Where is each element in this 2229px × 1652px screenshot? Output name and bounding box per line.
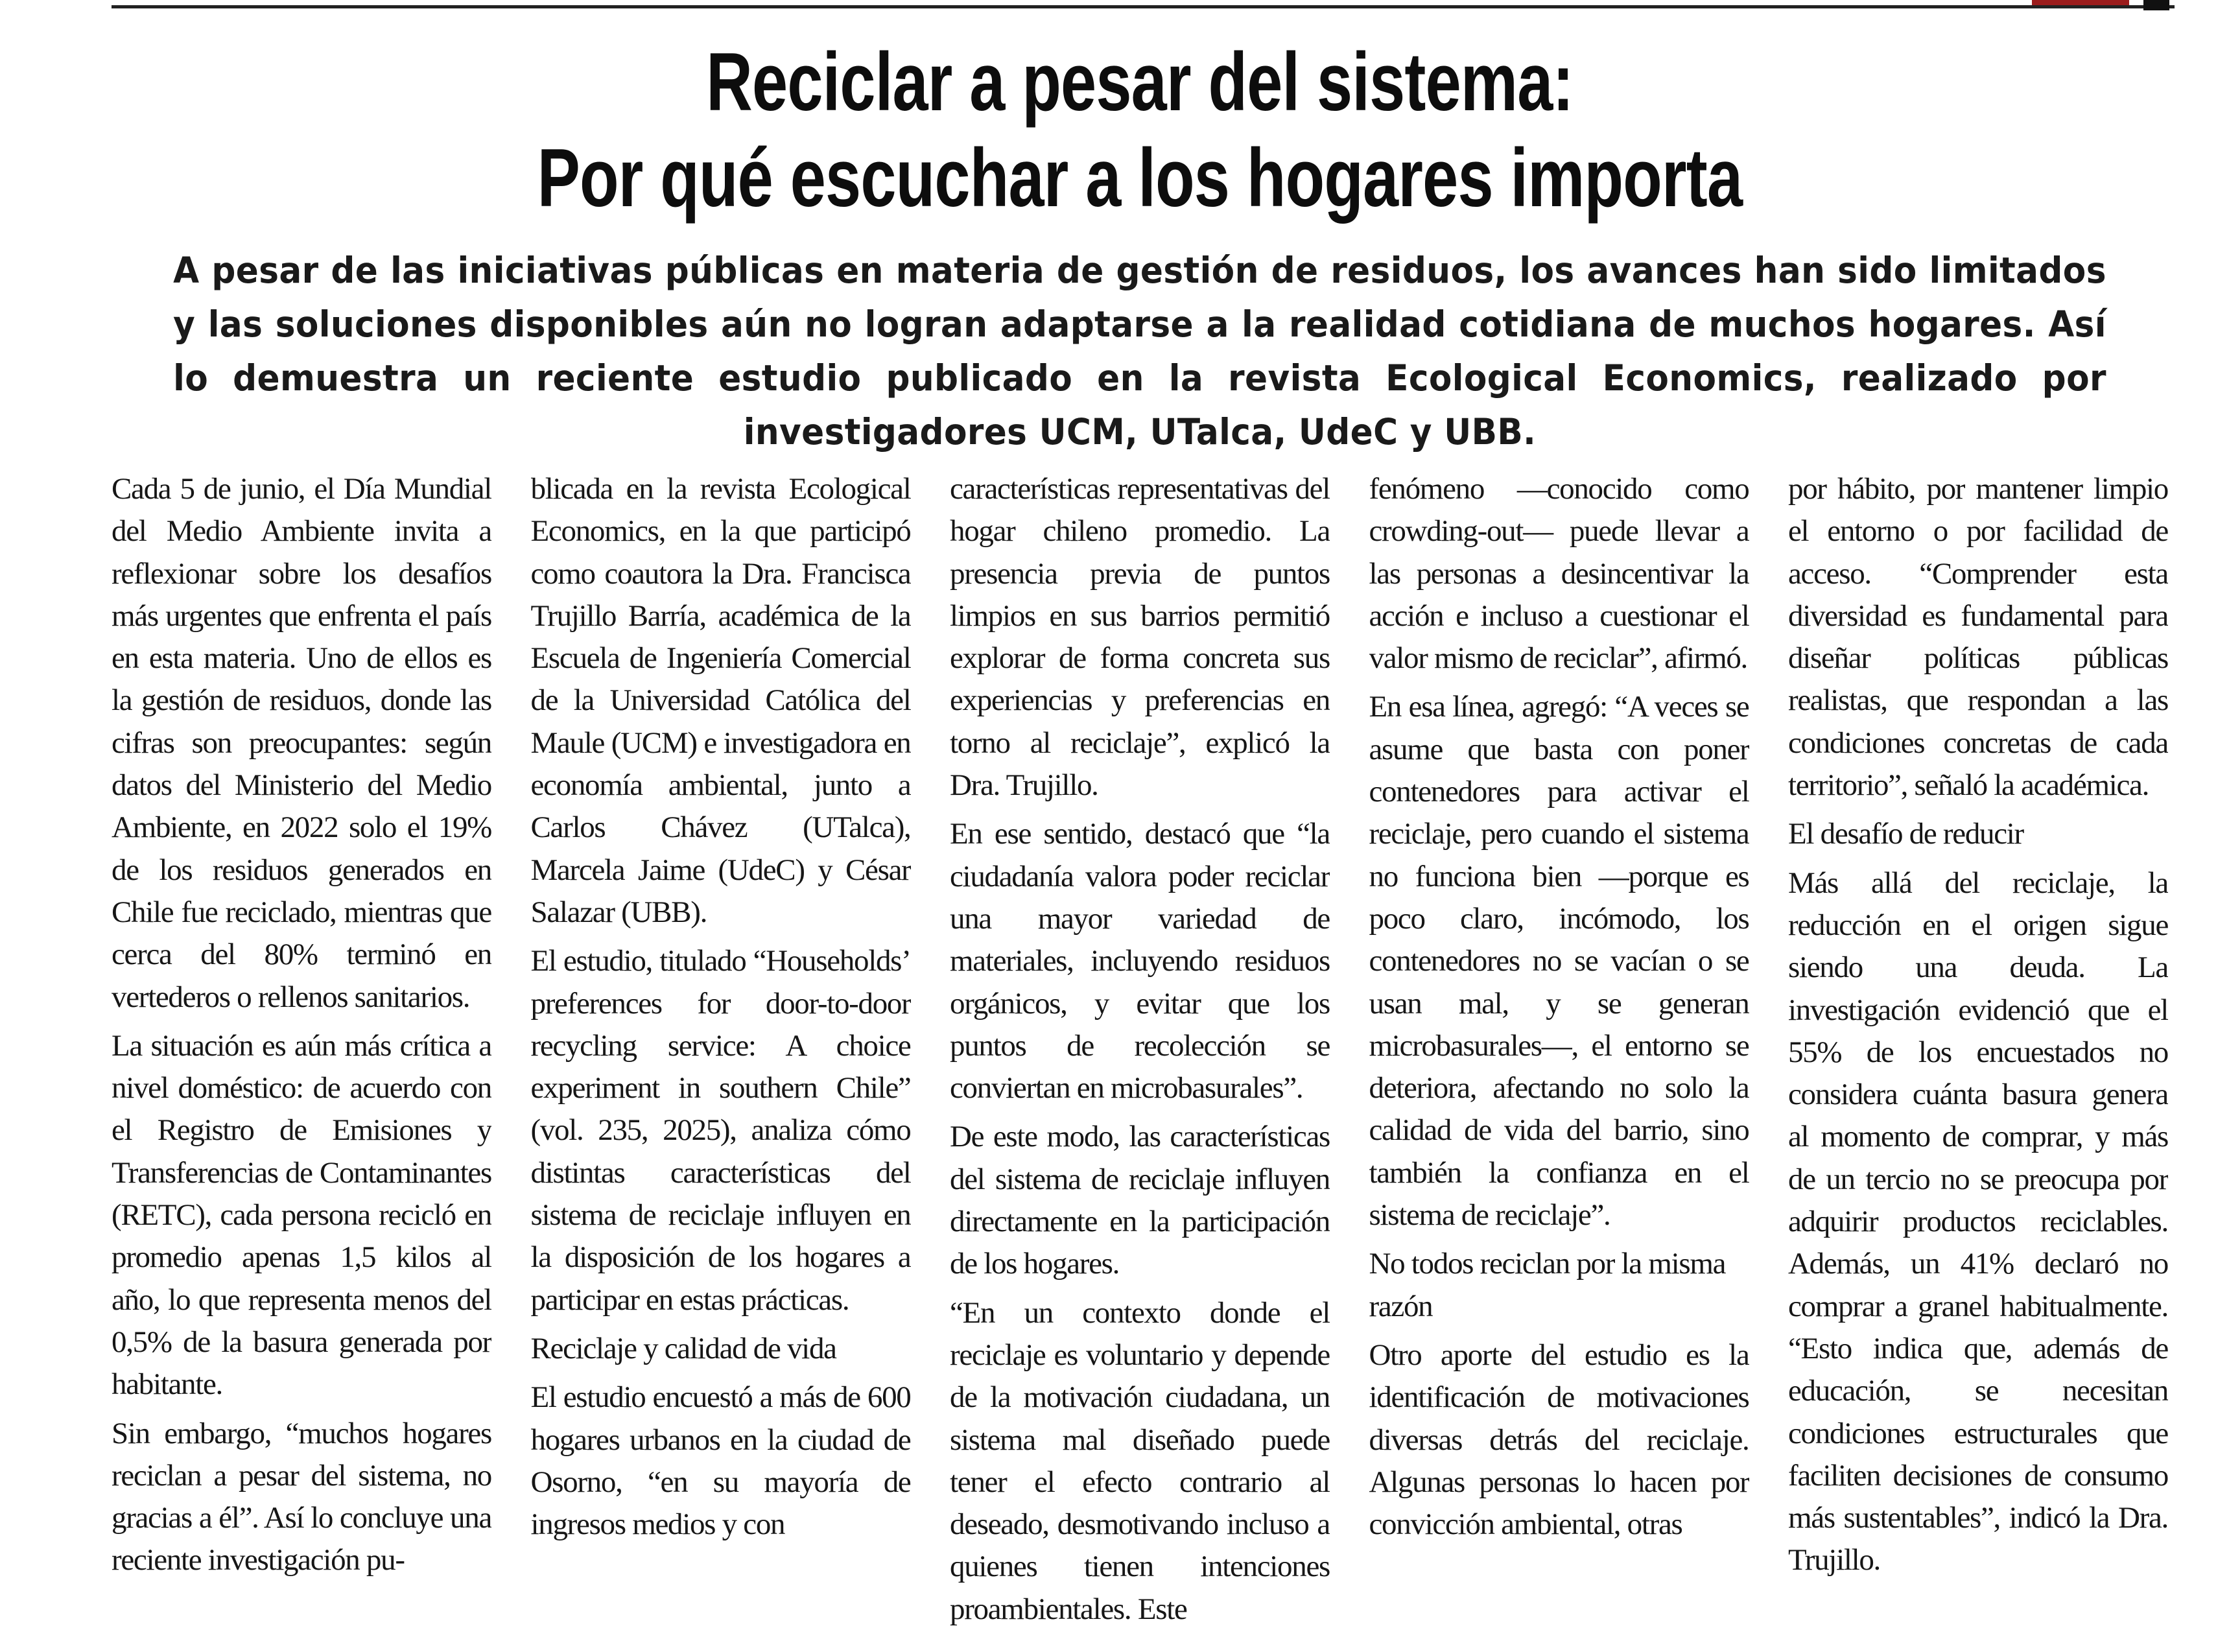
headline [338,34,1942,226]
article-column-3 [950,468,1330,1642]
paragraph: En ese sentido, destacó que “la ciudadanía valora poder reciclar una mayor variedad de materiales, incluyendo residuos orgánicos, y evitar que los puntos de recolección se conviertan en microbasurales”. [950,817,1330,1105]
paragraph: por hábito, por mantener limpio el entorno o por facilidad de acceso. “Comprender esta diversidad es fundamental para diseñar políticas públicas realistas, que respondan a las condiciones concretas de cada territorio”, señaló la académica. [1788,472,2168,803]
subheading: Reciclaje y calidad de vida [530,1331,836,1365]
paragraph: características representativas del hogar chileno promedio. La presencia previa de puntos limpios en sus barrios permitió explorar de forma concreta sus experiencias y preferencias en torno al reciclaje”, explicó la Dra. Trujillo. [950,472,1330,803]
article-column-4 [1369,468,1749,1642]
paragraph: De este modo, las características del sistema de reciclaje influyen directamente en la participación de los hogares. [950,1120,1330,1281]
paragraph: Otro aporte del estudio es la identificación de motivaciones diversas detrás del reciclaje. Algunas personas lo hacen por convicción ambiental, otras [1369,1338,1749,1542]
paragraph: El estudio, titulado “Households’ preferences for door-to-door recycling service: A choice experiment in southern Chile” (vol. 235, 2025), analiza cómo distintas características del sistema de reciclaje influyen en la disposición de los hogares a participar en estas prácticas. [530,944,911,1317]
paragraph: Sin embargo, “muchos hogares reciclan a pesar del sistema, no gracias a él”. Así lo concluye una reciente investigación pu- [112,1416,491,1577]
article-column-5 [1788,468,2168,1642]
subheading: No todos reciclan por la misma razón [1369,1247,1726,1323]
article-column-2 [531,468,911,1642]
article-column-1 [112,468,491,1642]
paragraph: “En un contexto donde el reciclaje es voluntario y depende de la motivación ciudadana, un sistema mal diseñado puede tener el efecto contrario al deseado, desmotivando incluso a quienes tienen intenciones proambientales. Este [950,1295,1330,1626]
paragraph: Más allá del reciclaje, la reducción en el origen sigue siendo una deuda. La investigación evidenció que el 55% de los encuestados no considera cuánta basura genera al momento de comprar, y más de un tercio no se preocupa por adquirir productos reciclables. Además, un 41% declaró no comprar a granel habitualmente. “Esto indica que, además de educación, se necesitan condiciones estructurales que faciliten decisiones de consumo más sustentables”, indicó la Dra. Trujillo. [1788,866,2168,1577]
subheading: El desafío de reducir [1788,817,2023,851]
lede: A pesar de las iniciativas públicas en materia de gestión de residuos, los avances han sido limitados y las soluciones disponibles aún no logran adaptarse a la realidad cotidiana de muchos hogares. Así lo demuestra un reciente estudio publicado en la revista Ecological Economics, realizado por investigadores UCM, UTalca, UdeC y UBB. [173,250,2106,453]
paragraph: fenómeno —conocido como crowding-out— puede llevar a las personas a desincentivar la acción e incluso a cuestionar el valor mismo de reciclar”, afirmó. [1369,472,1749,676]
paragraph: En esa línea, agregó: “A veces se asume que basta con poner contenedores para activar el reciclaje, pero cuando el sistema no funciona bien —porque es poco claro, incómodo, los contenedores no se vacían o se usan mal, y se generan microbasurales—, el entorno se deteriora, afectando no solo la calidad de vida del barrio, sino también la confianza en el sistema de reciclaje”. [1369,690,1749,1233]
top-rule [112,5,2175,8]
paragraph: blicada en la revista Ecological Economics, en la que participó como coautora la Dra. Francisca Trujillo Barría, académica de la Escuela de Ingeniería Comercial de la Universidad Católica del Maule (UCM) e investigadora en economía ambiental, junto a Carlos Chávez (UTalca), Marcela Jaime (UdeC) y César Salazar (UBB). [530,472,911,929]
headline-line-2: Por qué escuchar a los hogares importa [537,132,1743,224]
top-accent-bar [2032,0,2129,5]
article-body [112,468,2168,1642]
paragraph: Cada 5 de junio, el Día Mundial del Medio Ambiente invita a reflexionar sobre los desafíos más urgentes que enfrenta el país en esta materia. Uno de ellos es la gestión de residuos, donde las cifras son preocupantes: según datos del Ministerio del Medio Ambiente, en 2022 solo el 19% de los residuos generados en Chile fue reciclado, mientras que cerca del 80% terminó en vertederos o rellenos sanitarios. [112,472,491,1014]
paragraph: La situación es aún más crítica a nivel doméstico: de acuerdo con el Registro de Emisiones y Transferencias de Contaminantes (RETC), cada persona recicló en promedio apenas 1,5 kilos al año, lo que representa menos del 0,5% de la basura generada por habitante. [112,1028,491,1402]
paragraph: El estudio encuestó a más de 600 hogares urbanos en la ciudad de Osorno, “en su mayoría de ingresos medios y con [530,1380,911,1542]
top-corner-mark [2143,0,2169,10]
headline-line-1: Reciclar a pesar del sistema: [706,36,1574,128]
